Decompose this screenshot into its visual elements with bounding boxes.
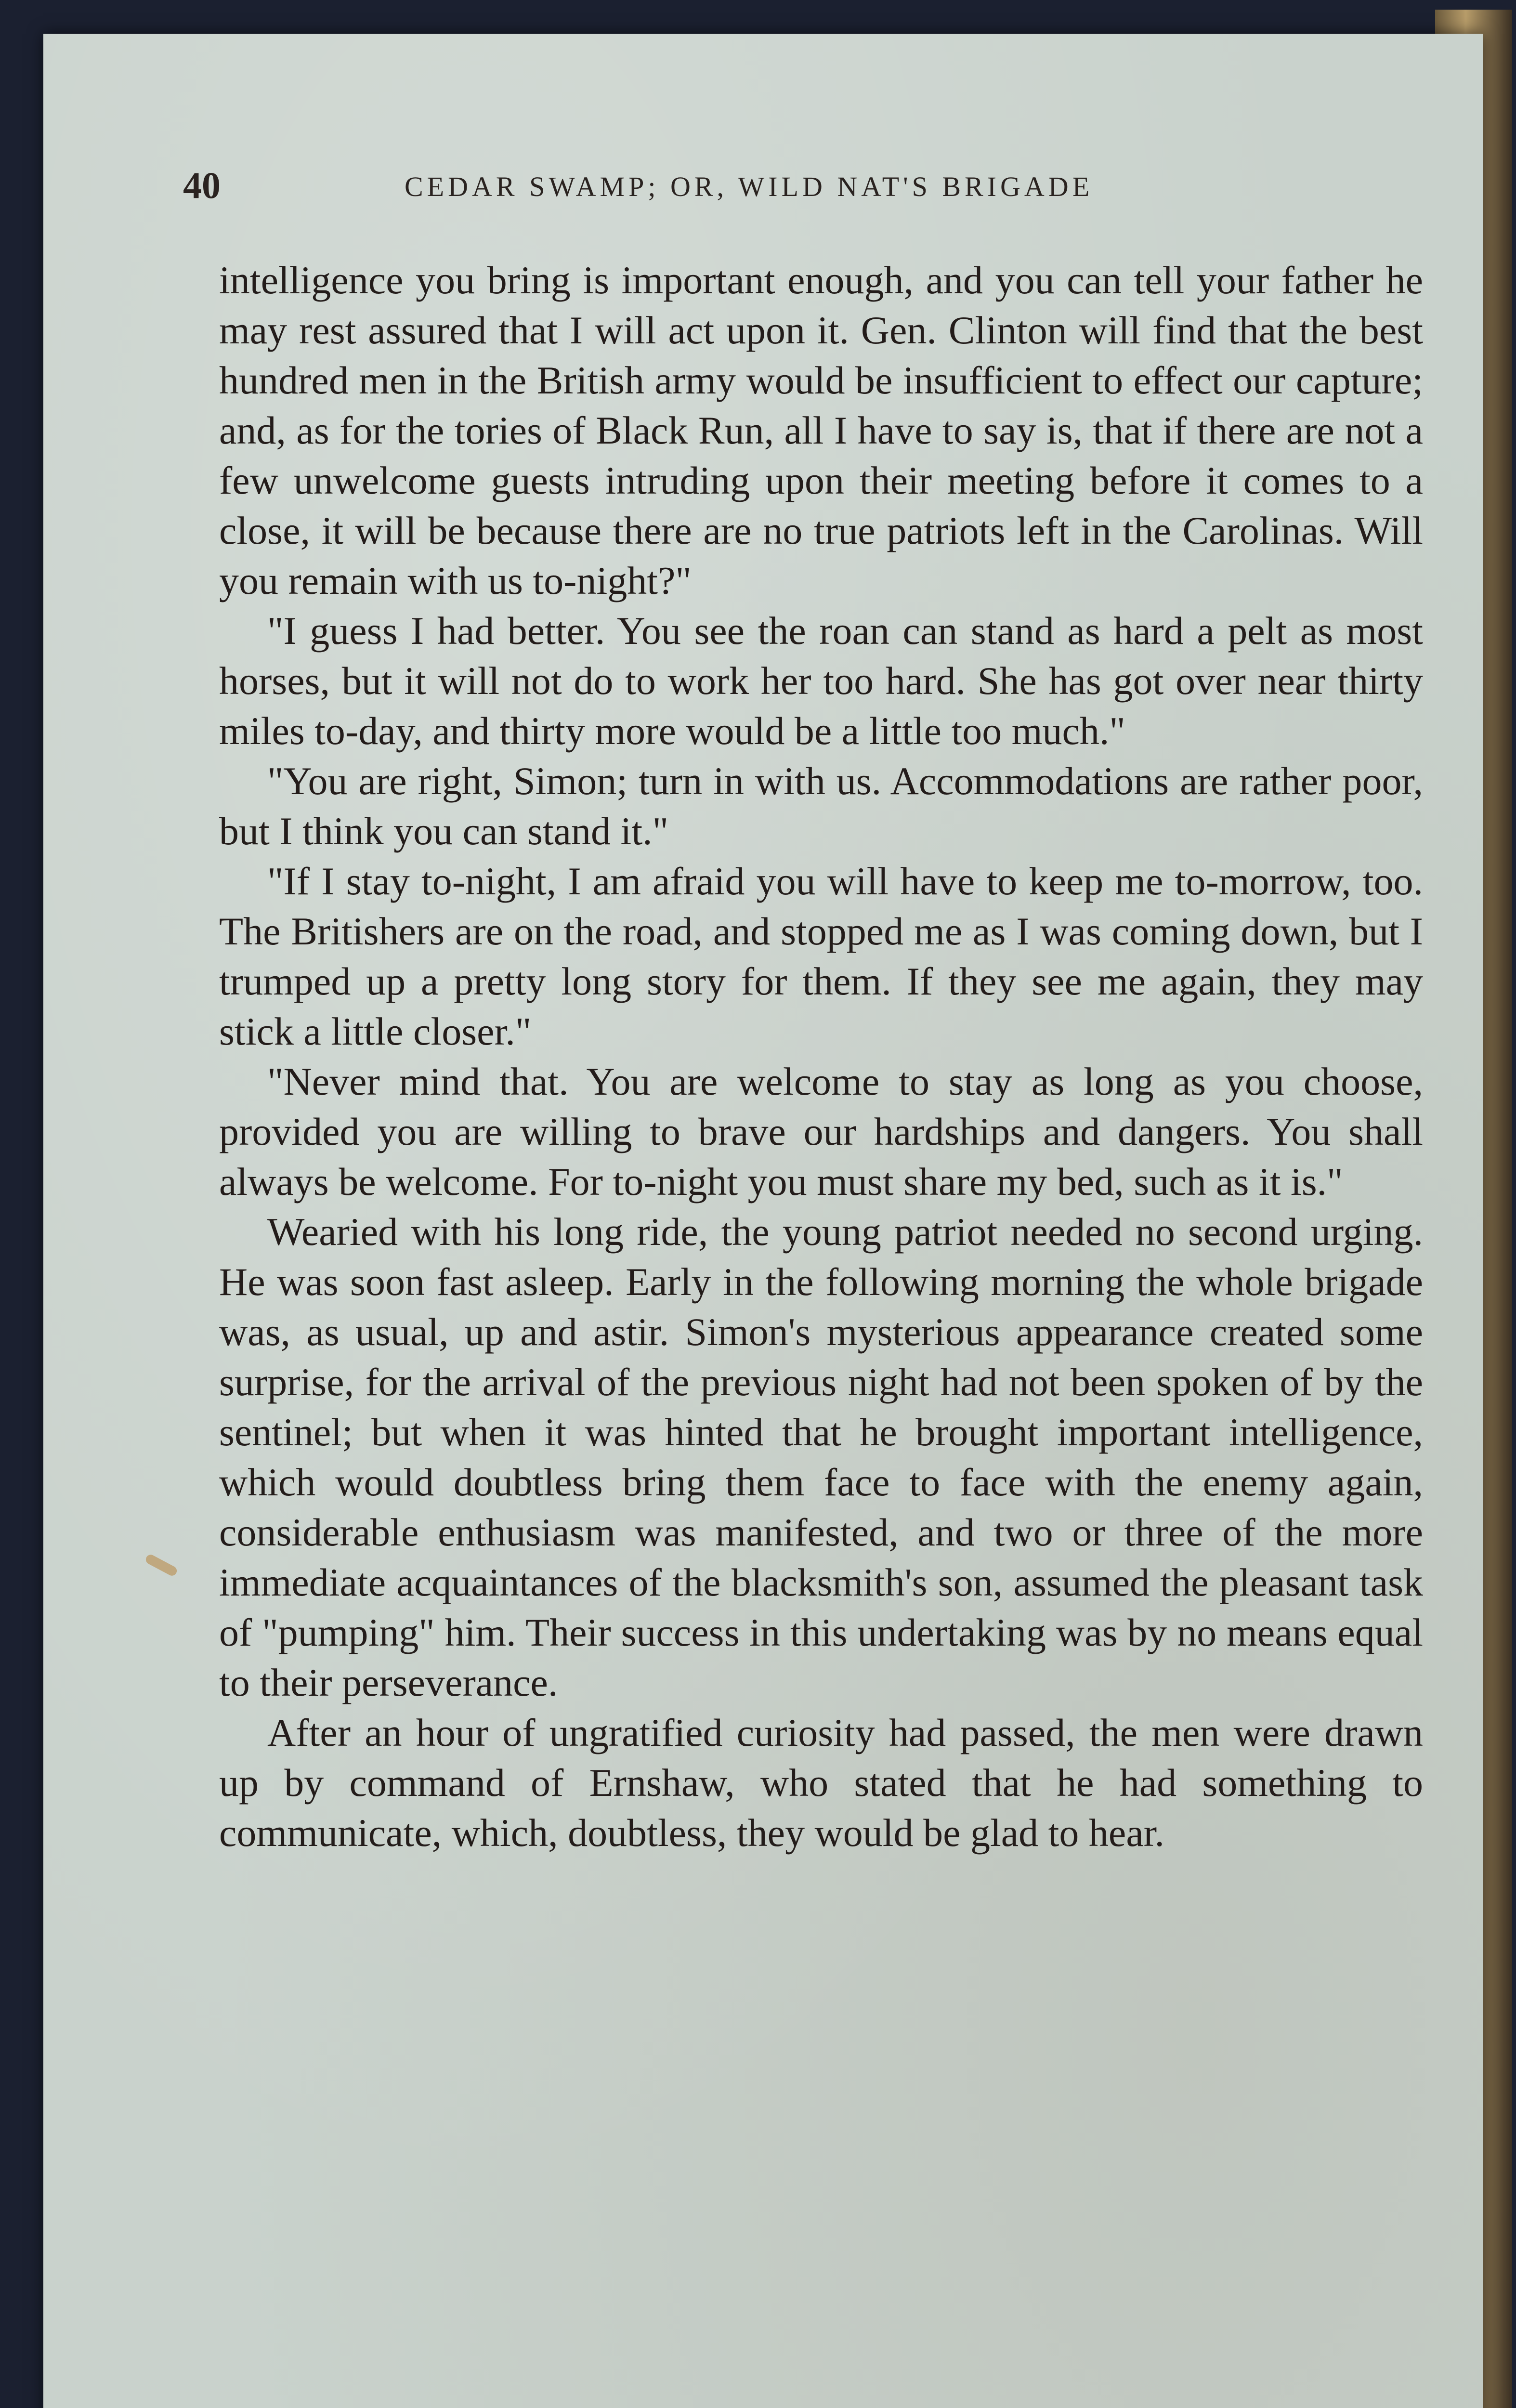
paragraph: After an hour of ungratified curiosity had passed, the men were drawn up by command of Ernshaw, who stated that he had something to communicate, which, doubtless, they would be glad to hear. (219, 1711, 1423, 1855)
running-head: CEDAR SWAMP; OR, WILD NAT'S BRIGADE (405, 171, 1094, 202)
paragraph: "Never mind that. You are welcome to stay as long as you choose, provided you are willing to brave our hardships and dangers. You shall always be welcome. For to-night you must share my bed, such as it is." (219, 1060, 1423, 1204)
body-text (219, 255, 1423, 1858)
paragraph: "I guess I had better. You see the roan can stand as hard a pelt as most horses, but it will not do to work her too hard. She has got over near thirty miles to-day, and thirty more would be a little too much." (219, 609, 1423, 753)
paragraph: Wearied with his long ride, the young patriot needed no second urging. He was soon fast asleep. Early in the following morning the whole brigade was, as usual, up and astir. Simon's mysterious appearance created some surprise, for the arrival of the previous night had not been spoken of by the sentinel; but when it was hinted that he brought important intelligence, which would doubtless bring them face to face with the enemy again, considerable enthusiasm was manifested, and two or three of the more immediate acquaintances of the blacksmith's son, assumed the pleasant task of "pumping" him. Their success in this undertaking was by no means equal to their perseverance. (219, 1210, 1423, 1704)
page-header (183, 164, 1435, 217)
paragraph: "If I stay to-night, I am afraid you will have to keep me to-morrow, too. The Britishers are on the road, and stopped me as I was coming down, but I trumped up a pretty long story for them. If they see me again, they may stick a little closer." (219, 859, 1423, 1053)
paragraph: intelligence you bring is important enough, and you can tell your father he may rest assured that I will act upon it. Gen. Clinton will find that the best hundred men in the British army would be insufficient to effect our capture; and, as for the tories of Black Run, all I have to say is, that if there are not a few unwelcome guests intruding upon their meeting before it comes to a close, it will be because there are no true patriots left in the Carolinas. Will you remain with us to-night?" (219, 258, 1423, 602)
paragraph: "You are right, Simon; turn in with us. Accommodations are rather poor, but I think you can stand it." (219, 759, 1423, 853)
page-number: 40 (183, 164, 221, 206)
